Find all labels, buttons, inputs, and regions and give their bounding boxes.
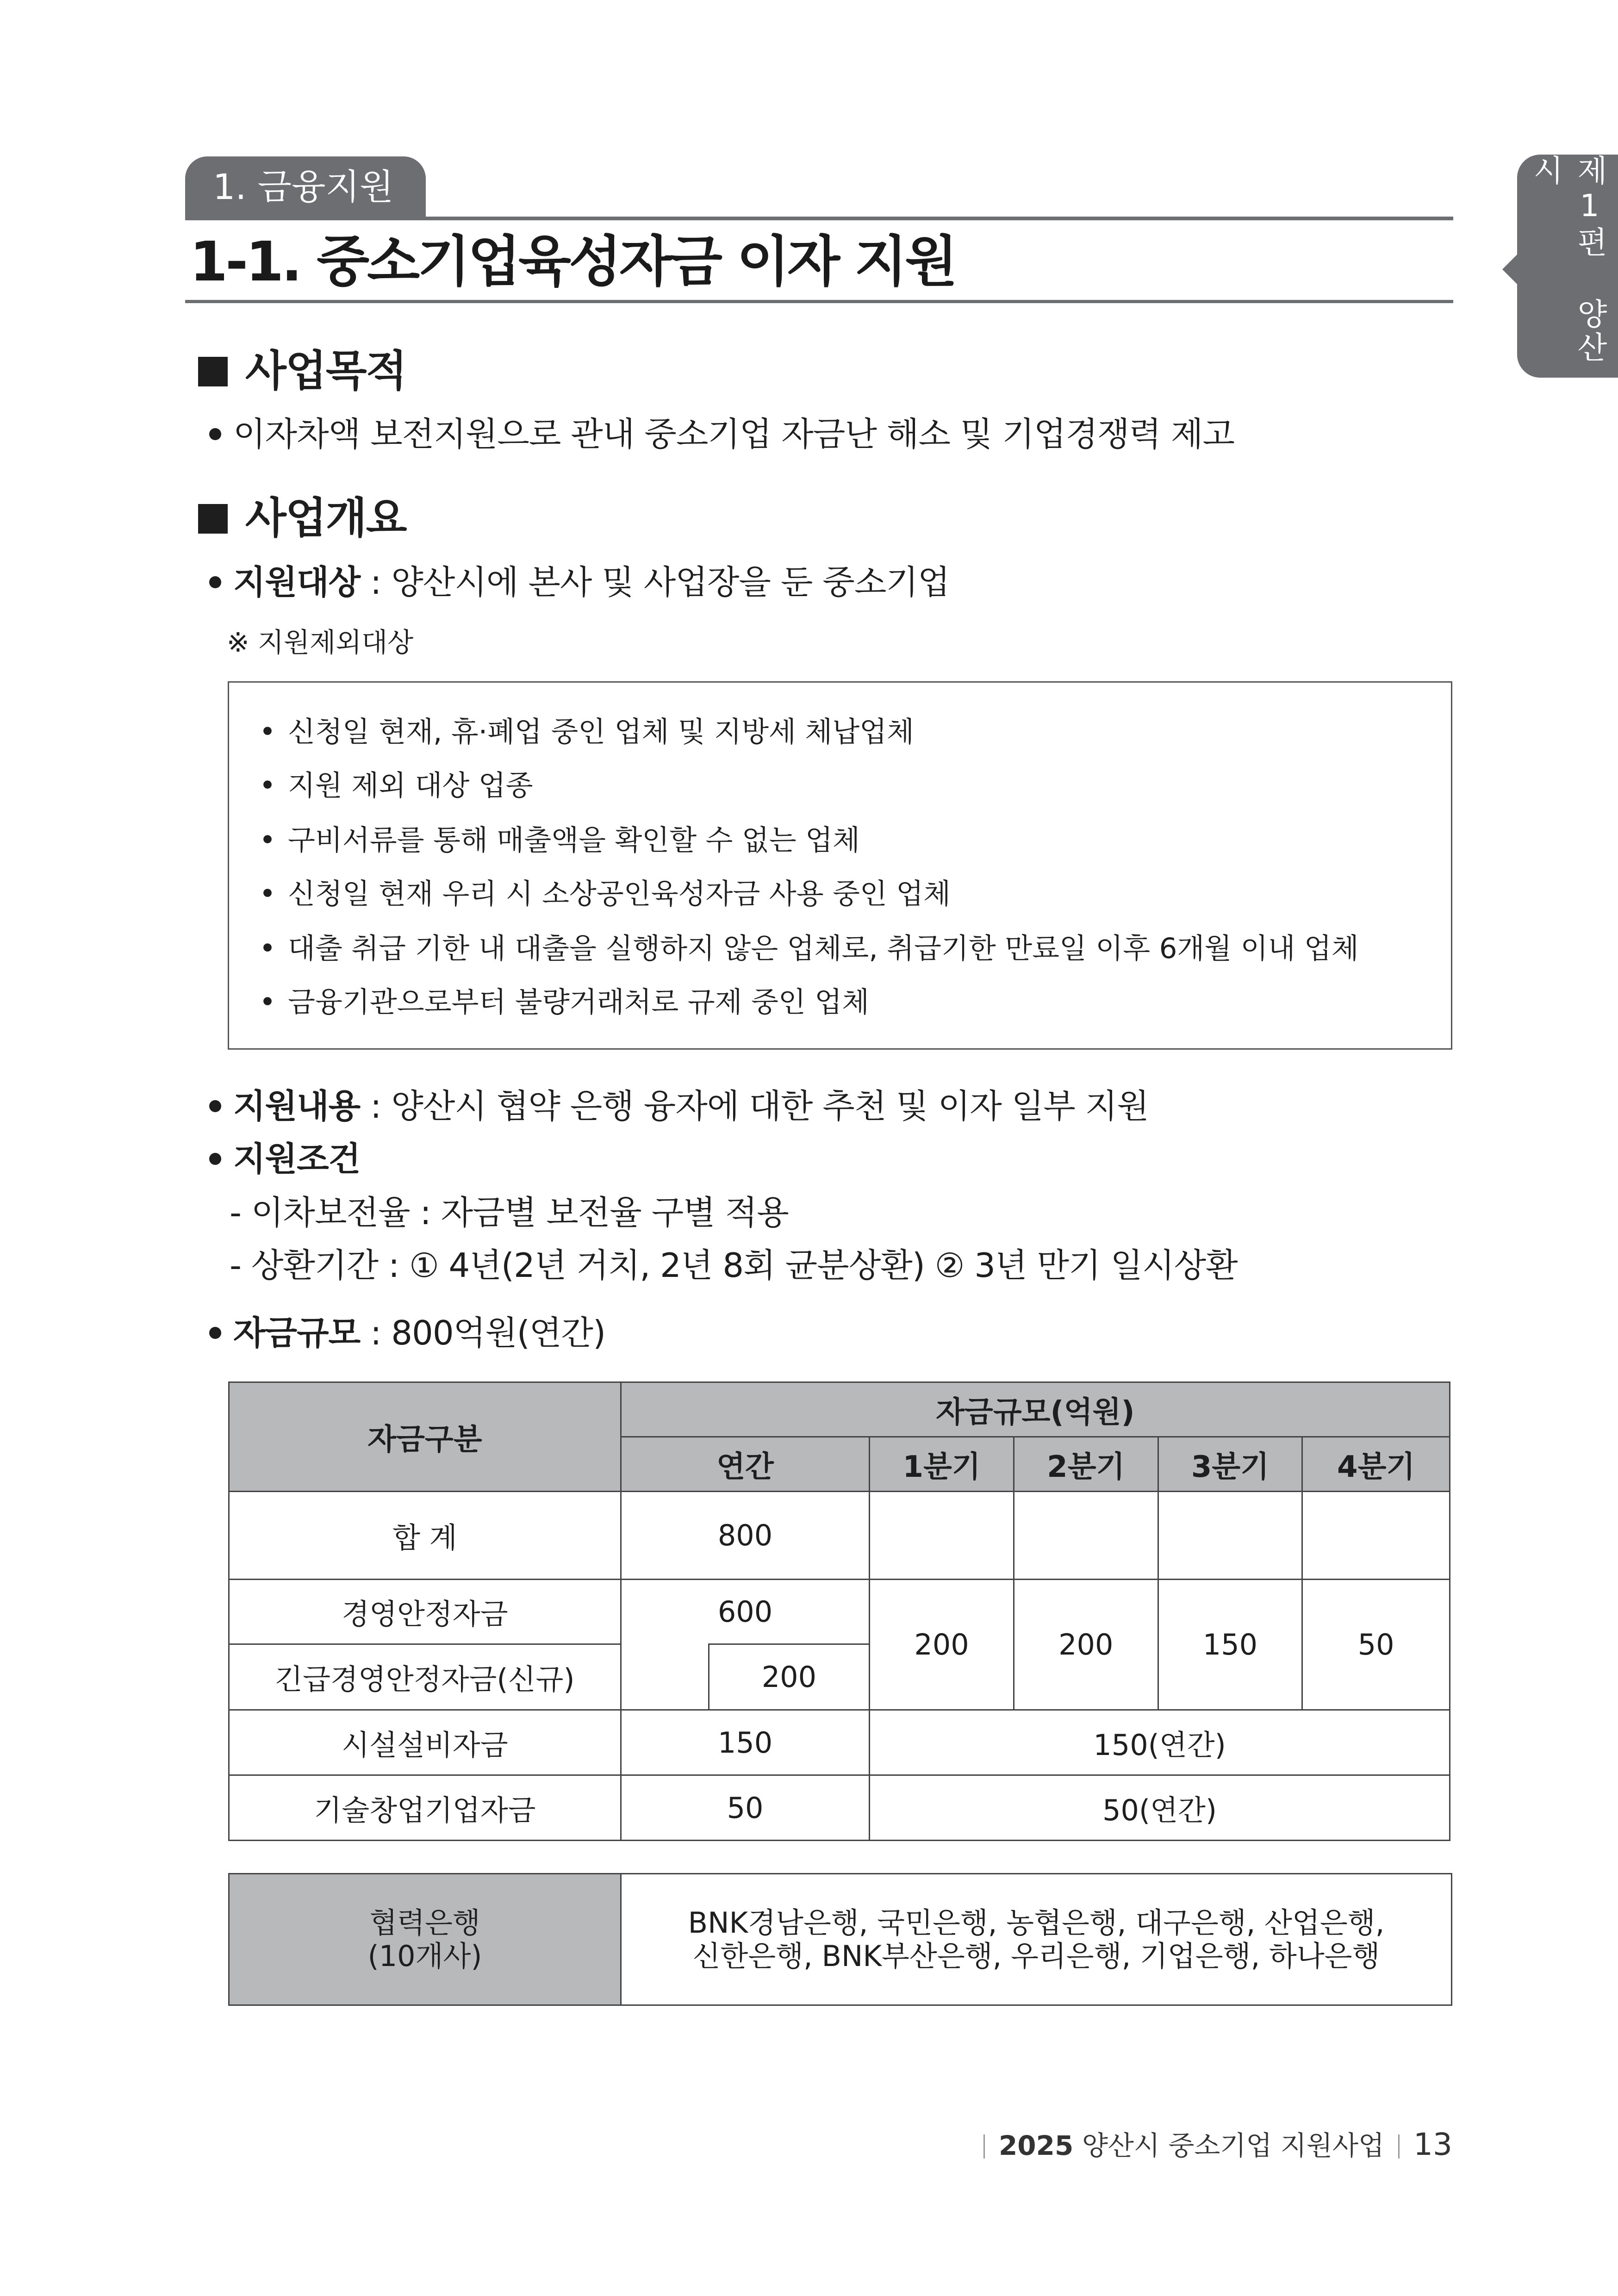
cell-q3: 150	[1158, 1580, 1302, 1710]
header-q4: 4분기	[1302, 1437, 1450, 1492]
cell-tech-startup-quarters: 50(연간)	[870, 1775, 1450, 1841]
exclusion-item	[259, 984, 869, 1021]
bullet-dot-icon	[209, 428, 221, 440]
target-item	[209, 559, 950, 605]
header-q2: 2분기	[1014, 1437, 1158, 1492]
overview-heading	[198, 491, 406, 546]
condition-line: - 이차보전율 : 자금별 보전율 구별 적용	[230, 1193, 789, 1232]
header-fund-scale: 자금규모(억원)	[621, 1382, 1450, 1437]
header-q1: 1분기	[870, 1437, 1014, 1492]
row-label-management: 경영안정자금	[229, 1580, 621, 1644]
target-text: : 양산시에 본사 및 사업장을 둔 중소기업	[360, 563, 950, 602]
cell-empty	[1302, 1492, 1450, 1580]
exclusion-item	[259, 822, 860, 859]
fund-scale-table	[228, 1381, 1450, 1841]
partner-bank-label-line: 협력은행	[369, 1905, 480, 1940]
purpose-item	[209, 411, 1234, 457]
table-row	[229, 1580, 1450, 1644]
cell-empty	[1158, 1492, 1302, 1580]
cell-q4: 50	[1302, 1580, 1450, 1710]
chapter-tab-pointer	[1502, 254, 1518, 285]
overview-heading-text: 사업개요	[245, 493, 406, 543]
exclusion-item	[259, 714, 914, 751]
cell-q1: 200	[870, 1580, 1014, 1710]
footer-title: 양산시 중소기업 지원사업	[1082, 2130, 1385, 2161]
partner-bank-count: (10개사)	[367, 1939, 482, 1973]
bullet-icon: •	[259, 769, 276, 802]
partner-bank-list	[621, 1874, 1452, 2005]
content-text: : 양산시 협약 은행 융자에 대한 추천 및 이자 일부 지원	[360, 1087, 1149, 1126]
purpose-heading-text: 사업목적	[245, 346, 406, 396]
title-top-rule	[185, 217, 1453, 220]
bullet-icon: •	[259, 877, 276, 910]
square-bullet-icon	[198, 504, 228, 534]
cell-empty	[870, 1492, 1014, 1580]
exclusion-item	[259, 876, 951, 913]
scale-text: : 800억원(연간)	[360, 1313, 606, 1352]
bullet-dot-icon	[209, 1327, 221, 1339]
table-row	[229, 1710, 1450, 1775]
exclusion-text: 구비서류를 통해 매출액을 확인할 수 없는 업체	[288, 824, 860, 857]
exclusion-text: 금융기관으로부터 불량거래처로 규제 중인 업체	[288, 986, 870, 1019]
cell-q2: 200	[1014, 1580, 1158, 1710]
cell-total-annual: 800	[621, 1492, 869, 1580]
row-label-emergency: 긴급경영안정자금(신규)	[229, 1644, 621, 1710]
bullet-dot-icon	[209, 1153, 221, 1165]
condition-label: 지원조건	[233, 1139, 361, 1178]
bullet-dot-icon	[209, 1100, 221, 1112]
purpose-heading	[198, 343, 406, 399]
condition-line: - 상환기간 : ① 4년(2년 거치, 2년 8회 균분상환) ② 3년 만기 일시상환	[230, 1246, 1238, 1285]
page-footer	[970, 2126, 1452, 2164]
partner-bank-label	[229, 1874, 621, 2005]
footer-divider	[983, 2134, 985, 2159]
scale-label: 자금규모	[233, 1313, 361, 1352]
exclusion-note: ※ 지원제외대상	[227, 627, 414, 658]
content-item	[209, 1083, 1149, 1129]
page-number: 13	[1413, 2127, 1452, 2162]
bullet-dot-icon	[209, 576, 221, 588]
cell-emergency-annual: 200	[709, 1644, 870, 1710]
bullet-icon: •	[259, 986, 276, 1019]
row-label-tech-startup: 기술창업기업자금	[229, 1775, 621, 1841]
bank-list-line: 신한은행, BNK부산은행, 우리은행, 기업은행, 하나은행	[692, 1939, 1380, 1973]
cell-tech-startup-annual: 50	[621, 1775, 869, 1841]
exclusion-item	[259, 767, 533, 804]
condition-item	[209, 1136, 360, 1182]
purpose-text: 이자차액 보전지원으로 관내 중소기업 자금난 해소 및 기업경쟁력 제고	[233, 415, 1235, 454]
bullet-icon: •	[259, 716, 276, 748]
exclusion-item	[259, 930, 1359, 967]
scale-item	[209, 1310, 605, 1356]
bank-list-line: BNK경남은행, 국민은행, 농협은행, 대구은행, 산업은행,	[688, 1905, 1385, 1940]
exclusion-text: 신청일 현재, 휴·폐업 중인 업체 및 지방세 체납업체	[288, 716, 915, 748]
exclusion-text: 지원 제외 대상 업종	[288, 769, 533, 802]
title-bottom-rule	[185, 300, 1453, 303]
exclusion-text: 신청일 현재 우리 시 소상공인육성자금 사용 중인 업체	[288, 877, 951, 910]
chapter-label: 제1편 양산시	[1528, 155, 1607, 365]
table-row	[229, 1775, 1450, 1841]
square-bullet-icon	[198, 357, 228, 386]
cell-spacer	[621, 1644, 709, 1710]
target-label: 지원대상	[233, 563, 361, 602]
bullet-icon: •	[259, 824, 276, 857]
table-row	[229, 1492, 1450, 1580]
cell-facility-annual: 150	[621, 1710, 869, 1775]
footer-year: 2025	[998, 2130, 1074, 2161]
cell-management-annual: 600	[621, 1580, 869, 1644]
footer-divider	[1398, 2134, 1400, 2159]
cell-empty	[1014, 1492, 1158, 1580]
exclusion-text: 대출 취급 기한 내 대출을 실행하지 않은 업체로, 취급기한 만료일 이후 6개월 이내 업체	[288, 932, 1359, 965]
header-q3: 3분기	[1158, 1437, 1302, 1492]
header-annual: 연간	[621, 1437, 869, 1492]
page-title: 1-1. 중소기업육성자금 이자 지원	[190, 230, 956, 293]
section-tab: 1. 금융지원	[185, 156, 426, 218]
row-label-total: 합 계	[229, 1492, 621, 1580]
cell-facility-quarters: 150(연간)	[870, 1710, 1450, 1775]
row-label-facility: 시설설비자금	[229, 1710, 621, 1775]
bullet-icon: •	[259, 932, 276, 965]
header-category: 자금구분	[229, 1382, 621, 1492]
content-label: 지원내용	[233, 1087, 361, 1126]
partner-bank-table	[228, 1873, 1452, 2006]
